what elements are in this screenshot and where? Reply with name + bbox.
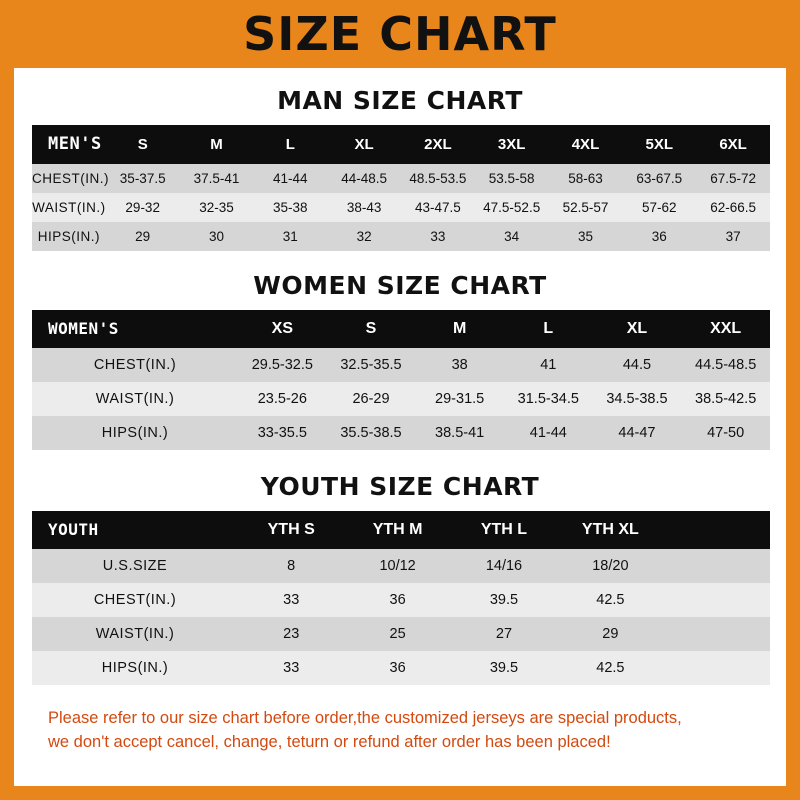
women-r0c4: 44.5 — [622, 357, 652, 373]
youth-r3c1: 36 — [389, 660, 406, 676]
women-col-4: XL — [626, 319, 648, 337]
youth-col-2: YTH L — [480, 520, 528, 538]
man-row-2-label: HIPS(IN.) — [37, 229, 101, 244]
women-r1c4: 34.5-38.5 — [606, 391, 668, 407]
women-r1c3: 31.5-34.5 — [517, 391, 579, 407]
women-r1c5: 38.5-42.5 — [695, 391, 757, 407]
youth-r2c2: 27 — [495, 626, 513, 642]
man-r2c0: 29 — [135, 229, 151, 244]
man-col-0: S — [137, 135, 148, 153]
youth-size-table — [32, 511, 770, 685]
women-r1c0: 23.5-26 — [257, 391, 307, 407]
youth-r3-pad — [664, 651, 770, 685]
youth-col-1: YTH M — [372, 520, 423, 538]
man-corner-label: MEN'S — [48, 134, 102, 154]
youth-r1c2: 39.5 — [489, 592, 519, 608]
footer-note-line2: we don't accept cancel, change, teturn or refund after order has been placed! — [48, 732, 611, 751]
women-r0c5: 44.5-48.5 — [695, 357, 757, 373]
youth-table-head — [32, 511, 770, 549]
man-r2c8: 37 — [725, 229, 741, 244]
man-r1c0: 29-32 — [125, 200, 160, 215]
women-table-head — [32, 310, 770, 348]
man-r1c3: 38-43 — [346, 200, 382, 215]
youth-r0c2: 14/16 — [485, 558, 523, 574]
table-row — [32, 549, 770, 583]
youth-col-3: YTH XL — [581, 520, 639, 538]
man-col-2: L — [285, 135, 295, 153]
youth-r2-pad — [664, 617, 770, 651]
man-r0c7: 63-67.5 — [636, 171, 683, 186]
women-col-2: M — [452, 319, 467, 337]
man-r2c7: 36 — [651, 229, 667, 244]
content — [14, 86, 786, 755]
man-r2c2: 31 — [282, 229, 298, 244]
man-col-3: XL — [354, 135, 374, 153]
man-r1c6: 52.5-57 — [562, 200, 609, 215]
women-r0c0: 29.5-32.5 — [251, 357, 313, 373]
women-col-3: L — [543, 319, 554, 337]
footer-note — [48, 707, 752, 755]
women-r1c1: 26-29 — [352, 391, 390, 407]
page-title: SIZE CHART — [243, 7, 557, 61]
table-row — [32, 193, 770, 222]
women-col-5: XXL — [710, 319, 742, 337]
man-col-6: 4XL — [571, 135, 600, 153]
man-table-head — [32, 125, 770, 164]
youth-row-2-label: WAIST(IN.) — [95, 626, 175, 642]
youth-row-3-label: HIPS(IN.) — [101, 660, 169, 676]
women-r1c2: 29-31.5 — [435, 391, 485, 407]
youth-row-0-label: U.S.SIZE — [102, 558, 168, 574]
women-row-1-label: WAIST(IN.) — [95, 391, 175, 407]
youth-col-pad — [664, 511, 770, 549]
table-header-row — [32, 125, 770, 164]
women-col-0: XS — [271, 319, 293, 337]
table-row — [32, 348, 770, 382]
footer-accent-bar — [14, 786, 786, 800]
youth-r0c0: 8 — [287, 558, 296, 574]
youth-corner-label: YOUTH — [48, 520, 99, 539]
table-header-row — [32, 511, 770, 549]
women-row-2-label: HIPS(IN.) — [101, 425, 169, 441]
youth-r2c3: 29 — [602, 626, 619, 642]
man-col-5: 3XL — [497, 135, 526, 153]
man-r0c2: 41-44 — [273, 171, 308, 186]
man-r0c5: 53.5-58 — [488, 171, 535, 186]
table-row — [32, 382, 770, 416]
man-r1c7: 57-62 — [642, 200, 677, 215]
women-r0c3: 41 — [540, 357, 557, 373]
man-row-0-label: CHEST(IN.) — [32, 171, 109, 186]
man-section-title: MAN SIZE CHART — [277, 86, 523, 115]
man-r0c0: 35-37.5 — [119, 171, 166, 186]
youth-r2c0: 23 — [283, 626, 300, 642]
youth-r1c1: 36 — [389, 592, 406, 608]
women-section-title: WOMEN SIZE CHART — [253, 271, 547, 300]
man-r1c1: 32-35 — [199, 200, 234, 215]
youth-section-title: YOUTH SIZE CHART — [260, 472, 540, 501]
women-r2c5: 47-50 — [707, 425, 745, 441]
women-r2c1: 35.5-38.5 — [340, 425, 402, 441]
youth-r1-pad — [664, 583, 770, 617]
table-row — [32, 617, 770, 651]
women-r0c1: 32.5-35.5 — [340, 357, 402, 373]
youth-col-0: YTH S — [267, 520, 315, 538]
women-row-0-label: CHEST(IN.) — [93, 357, 177, 373]
table-header-row — [32, 310, 770, 348]
man-row-1-label: WAIST(IN.) — [32, 200, 106, 215]
man-r2c1: 30 — [208, 229, 224, 244]
man-r1c4: 43-47.5 — [414, 200, 461, 215]
youth-r0c3: 18/20 — [592, 558, 629, 574]
man-r0c1: 37.5-41 — [193, 171, 240, 186]
man-col-1: M — [210, 135, 223, 153]
man-size-table — [32, 125, 770, 251]
man-r0c4: 48.5-53.5 — [409, 171, 467, 186]
women-col-1: S — [365, 319, 377, 337]
man-r0c6: 58-63 — [568, 171, 603, 186]
table-row — [32, 416, 770, 450]
man-col-8: 6XL — [719, 135, 747, 153]
youth-r2c1: 25 — [389, 626, 406, 642]
youth-r3c0: 33 — [283, 660, 300, 676]
man-r0c8: 67.5-72 — [710, 171, 756, 186]
man-r1c8: 62-66.5 — [710, 200, 756, 215]
women-table-body — [32, 348, 770, 450]
youth-r1c3: 42.5 — [596, 592, 625, 608]
table-row — [32, 583, 770, 617]
women-r2c2: 38.5-41 — [435, 425, 485, 441]
man-col-4: 2XL — [424, 135, 452, 153]
youth-row-1-label: CHEST(IN.) — [93, 592, 177, 608]
man-col-7: 5XL — [645, 135, 674, 153]
women-r2c0: 33-35.5 — [257, 425, 307, 441]
man-r1c2: 35-38 — [273, 200, 308, 215]
table-row — [32, 651, 770, 685]
youth-r0c1: 10/12 — [379, 558, 416, 574]
man-r0c3: 44-48.5 — [341, 171, 387, 186]
women-r2c4: 44-47 — [618, 425, 656, 441]
table-row — [32, 164, 770, 193]
footer-note-line1: Please refer to our size chart before order,the customized jerseys are special products, — [48, 709, 682, 727]
man-table-body — [32, 164, 770, 251]
youth-r0-pad — [664, 549, 770, 583]
women-size-table — [32, 310, 770, 450]
man-r1c5: 47.5-52.5 — [483, 200, 541, 215]
man-r2c6: 35 — [577, 229, 593, 244]
women-r0c2: 38 — [451, 357, 468, 373]
man-r2c5: 34 — [504, 229, 520, 244]
youth-r3c2: 39.5 — [489, 660, 519, 676]
table-row — [32, 222, 770, 251]
women-r2c3: 41-44 — [529, 425, 567, 441]
youth-r1c0: 33 — [283, 592, 300, 608]
header-bar — [14, 0, 786, 68]
women-corner-label: WOMEN'S — [48, 319, 119, 338]
man-r2c4: 33 — [430, 229, 446, 244]
youth-r3c3: 42.5 — [596, 660, 625, 676]
youth-table-body — [32, 549, 770, 685]
man-r2c3: 32 — [356, 229, 372, 244]
